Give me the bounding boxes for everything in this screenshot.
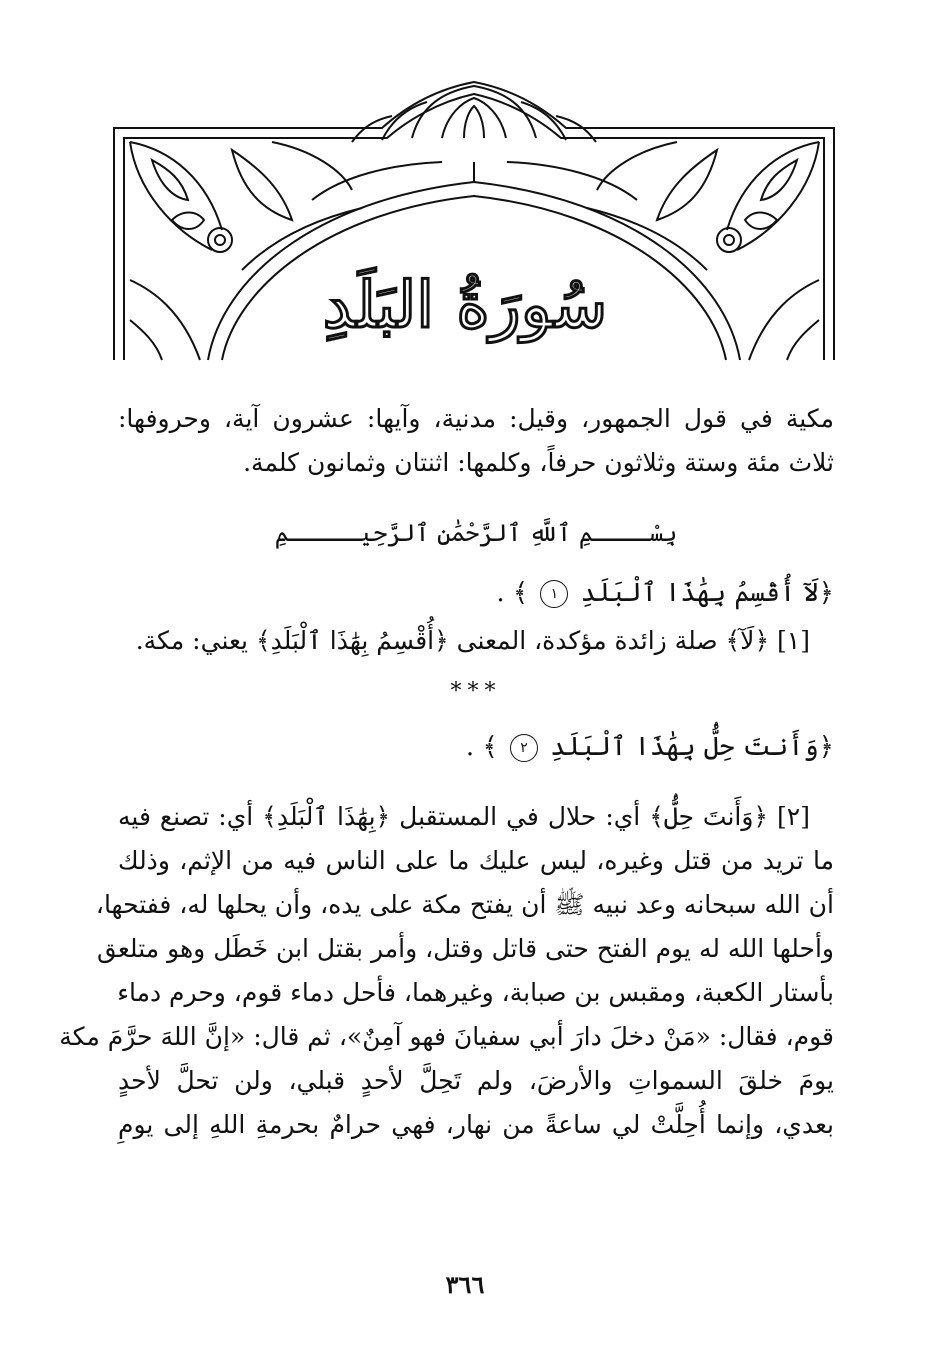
verse-2-text: ﴿وَأَنتَ حِلُّۢ بِهَٰذَا ٱلْبَلَدِ (550, 732, 834, 762)
commentary-2-line-1: [٢] ﴿وَأَنتَ حِلُّۢ﴾ أي: حلال في المستقبل ﴿بِهَٰذَا ٱلْبَلَدِ﴾ أي: تصنع فيه (118, 802, 810, 831)
verse-2-tail: ﴾ . (465, 732, 498, 762)
verse-1 (118, 560, 834, 626)
commentary-2-line-6: قوم، فقال: «مَنْ دخلَ دارَ أبي سفيانَ فهو آمِنٌ»، ثم قال: «إنَّ اللهَ حرَّمَ مكة (59, 1022, 834, 1051)
intro-line-2: ثلاث مئة وستة وثلاثون حرفاً، وكلمها: اثنتان وثمانون كلمة. (243, 448, 834, 477)
intro-line-1: مكية في قول الجمهور، وقيل: مدنية، وآيها: عشرون آية، وحروفها: (118, 404, 834, 433)
surah-title: سُورَةُ البَلَدِ (322, 268, 608, 343)
verse-2 (118, 714, 834, 780)
commentary-2-line-2: ما تريد من قتل وغيره، ليس عليك ما على الناس فيه من الإثم، وذلك (118, 846, 834, 875)
verse-2-number: ٢ (510, 734, 538, 762)
commentary-1: [١] ﴿لَآ﴾ صلة زائدة مؤكدة، المعنى ﴿أُقْسِمُ بِهَٰذَا ٱلْبَلَدِ﴾ يعني: مكة. (135, 626, 810, 655)
verse-1-text: ﴿لَآ أُقْسِمُ بِهَٰذَا ٱلْبَلَدِ (580, 578, 834, 608)
page-body (59, 404, 834, 1154)
verse-1-number: ١ (540, 580, 568, 608)
commentary-2-line-7: يومَ خلقَ السمواتِ والأرضَ، ولم تَحِلَّ لأحدٍ قبلي، ولن تحلَّ لأحدٍ (118, 1066, 834, 1095)
separator-stars: *** (450, 679, 502, 704)
commentary-2-line-8: بعدي، وإنما أُحِلَّتْ لي ساعةً من نهار، فهي حرامٌ بحرمةِ اللهِ إلى يومِ (118, 1110, 834, 1139)
commentary-2-line-4: وأحلها الله له يوم الفتح حتى قاتل وقتل، وأمر بقتل ابن خَطَل وهو متلعق (97, 934, 834, 963)
page-number: ٣٦٦ (445, 1270, 485, 1299)
commentary-2-line-5: بأستار الكعبة، ومقبس بن صبابة، وغيرهما، فأحل دماء قوم، وحرم دماء (117, 978, 834, 1007)
basmala: بِسْــــمِ ٱللَّهِ ٱلرَّحْمَٰنِ ٱلرَّحِيـــــمِ (274, 519, 678, 547)
verse-1-tail: ﴾ . (496, 578, 529, 608)
commentary-2-line-3: أن الله سبحانه وعد نبيه ﷺ أن يفتح مكة على يده، وأن يحلها له، ففتحها، (95, 890, 834, 919)
